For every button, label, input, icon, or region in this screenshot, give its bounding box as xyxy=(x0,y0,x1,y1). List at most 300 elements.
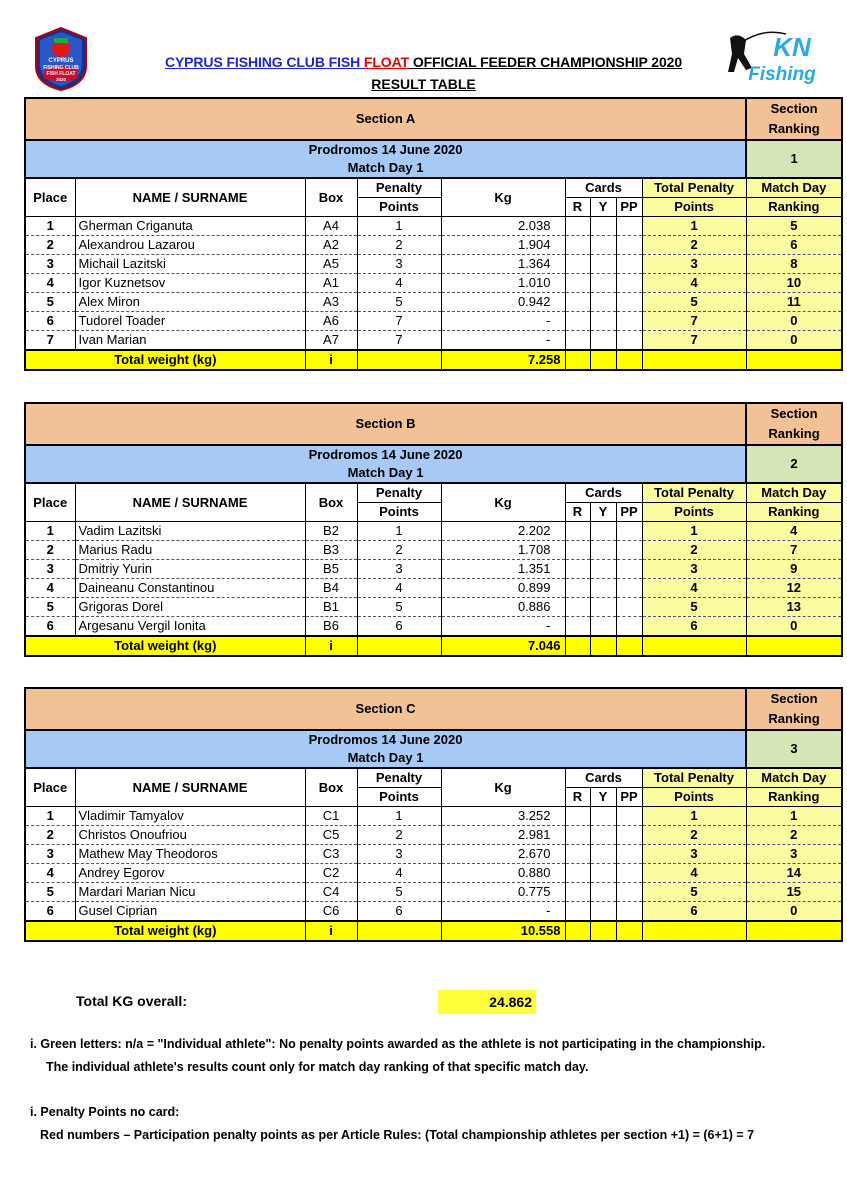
name-cell: Christos Onoufriou xyxy=(75,826,305,845)
match-rank-cell: 4 xyxy=(746,522,842,541)
kg-cell: 1.010 xyxy=(441,274,565,293)
name-cell: Ivan Marian xyxy=(75,331,305,351)
total-empty-cell xyxy=(746,636,842,656)
match-rank-cell: 0 xyxy=(746,312,842,331)
card-r-cell xyxy=(565,598,590,617)
section-title: Section B xyxy=(25,403,746,445)
venue-date: Prodromos 14 June 2020 xyxy=(308,447,463,462)
place-cell: 2 xyxy=(25,236,75,255)
kg-cell: 2.670 xyxy=(441,845,565,864)
table-row xyxy=(25,312,842,331)
section-title: Section C xyxy=(25,688,746,730)
total-kg-value: 24.862 xyxy=(438,990,536,1014)
col-place: Place xyxy=(25,483,75,522)
place-cell: 4 xyxy=(25,579,75,598)
kg-cell: - xyxy=(441,902,565,922)
section-table xyxy=(24,97,827,371)
section-ranking-value: 3 xyxy=(746,730,842,768)
penalty-cell: 1 xyxy=(357,217,441,236)
penalty-cell: 6 xyxy=(357,617,441,637)
card-y-cell xyxy=(590,902,616,922)
card-pp-cell xyxy=(616,807,642,826)
col-total-penalty: Total Penalty xyxy=(642,768,746,788)
col-kg: Kg xyxy=(441,178,565,217)
total-penalty-cell: 5 xyxy=(642,883,746,902)
total-empty-cell xyxy=(616,636,642,656)
penalty-cell: 5 xyxy=(357,598,441,617)
match-day-label: Match Day 1 xyxy=(347,750,424,765)
box-cell: A3 xyxy=(305,293,357,312)
total-penalty-cell: 4 xyxy=(642,274,746,293)
total-penalty-cell: 2 xyxy=(642,236,746,255)
card-pp-cell xyxy=(616,598,642,617)
svg-text:KN: KN xyxy=(773,32,811,62)
card-r-cell xyxy=(565,864,590,883)
col-kg: Kg xyxy=(441,768,565,807)
place-cell: 6 xyxy=(25,617,75,637)
match-day-label: Match Day 1 xyxy=(347,465,424,480)
total-kg: 7.258 xyxy=(441,350,565,370)
card-r-cell xyxy=(565,617,590,637)
name-cell: Vadim Lazitski xyxy=(75,522,305,541)
table-row xyxy=(25,864,842,883)
total-empty-cell xyxy=(616,921,642,941)
match-rank-cell: 9 xyxy=(746,560,842,579)
kg-cell: 2.202 xyxy=(441,522,565,541)
penalty-cell: 2 xyxy=(357,541,441,560)
table-row xyxy=(25,617,842,637)
title-part-1: CYPRUS FISHING CLUB FISH xyxy=(164,54,364,70)
name-cell: Tudorel Toader xyxy=(75,312,305,331)
name-cell: Vladimir Tamyalov xyxy=(75,807,305,826)
title-part-3: OFFICIAL FEEDER CHAMPIONSHIP 2020 xyxy=(409,54,683,70)
table-row xyxy=(25,579,842,598)
total-label: Total weight (kg) xyxy=(25,350,305,370)
place-cell: 3 xyxy=(25,560,75,579)
col-card-y: Y xyxy=(590,503,616,522)
kg-cell: 1.708 xyxy=(441,541,565,560)
match-rank-cell: 5 xyxy=(746,217,842,236)
name-cell: Argesanu Vergil Ionita xyxy=(75,617,305,637)
total-note: i xyxy=(305,636,357,656)
kg-cell: 0.775 xyxy=(441,883,565,902)
col-card-y: Y xyxy=(590,788,616,807)
col-cards: Cards xyxy=(565,178,642,198)
section-title: Section A xyxy=(25,98,746,140)
table-row xyxy=(25,217,842,236)
box-cell: B5 xyxy=(305,560,357,579)
name-cell: Michail Lazitski xyxy=(75,255,305,274)
total-empty-cell xyxy=(590,350,616,370)
place-cell: 3 xyxy=(25,845,75,864)
match-rank-cell: 1 xyxy=(746,807,842,826)
place-cell: 7 xyxy=(25,331,75,351)
match-info xyxy=(25,730,746,768)
title-part-2: FLOAT xyxy=(363,54,410,70)
card-r-cell xyxy=(565,293,590,312)
match-rank-cell: 14 xyxy=(746,864,842,883)
penalty-cell: 4 xyxy=(357,579,441,598)
total-penalty-cell: 6 xyxy=(642,902,746,922)
match-rank-cell: 0 xyxy=(746,331,842,351)
card-r-cell xyxy=(565,522,590,541)
box-cell: A1 xyxy=(305,274,357,293)
penalty-cell: 2 xyxy=(357,236,441,255)
total-penalty-cell: 4 xyxy=(642,579,746,598)
page-title xyxy=(0,54,847,70)
card-r-cell xyxy=(565,541,590,560)
penalty-cell: 7 xyxy=(357,331,441,351)
svg-text:CYPRUS: CYPRUS xyxy=(48,58,74,64)
name-cell: Mathew May Theodoros xyxy=(75,845,305,864)
col-name: NAME / SURNAME xyxy=(75,768,305,807)
name-cell: Mardari Marian Nicu xyxy=(75,883,305,902)
section-table xyxy=(24,687,827,942)
note-line-2: The individual athlete's results count only for match day ranking of that specific match day. xyxy=(46,1060,589,1074)
total-penalty-cell: 1 xyxy=(642,807,746,826)
col-match-day: Match Day xyxy=(746,178,842,198)
place-cell: 4 xyxy=(25,864,75,883)
kg-cell: 0.880 xyxy=(441,864,565,883)
box-cell: C4 xyxy=(305,883,357,902)
col-penalty: Penalty xyxy=(357,178,441,198)
card-pp-cell xyxy=(616,560,642,579)
card-pp-cell xyxy=(616,864,642,883)
table-row xyxy=(25,331,842,351)
col-penalty-sub: Points xyxy=(357,198,441,217)
box-cell: B6 xyxy=(305,617,357,637)
place-cell: 4 xyxy=(25,274,75,293)
table-row xyxy=(25,274,842,293)
card-r-cell xyxy=(565,579,590,598)
place-cell: 2 xyxy=(25,541,75,560)
card-y-cell xyxy=(590,617,616,637)
match-rank-cell: 0 xyxy=(746,617,842,637)
penalty-cell: 3 xyxy=(357,845,441,864)
total-empty-cell xyxy=(642,921,746,941)
svg-text:2020: 2020 xyxy=(55,77,67,82)
card-r-cell xyxy=(565,274,590,293)
col-box: Box xyxy=(305,178,357,217)
box-cell: A4 xyxy=(305,217,357,236)
match-rank-cell: 13 xyxy=(746,598,842,617)
section-ranking-value: 1 xyxy=(746,140,842,178)
card-r-cell xyxy=(565,331,590,351)
place-cell: 2 xyxy=(25,826,75,845)
col-card-r: R xyxy=(565,503,590,522)
col-card-r: R xyxy=(565,788,590,807)
card-r-cell xyxy=(565,560,590,579)
col-box: Box xyxy=(305,483,357,522)
match-info xyxy=(25,140,746,178)
name-cell: Gusel Ciprian xyxy=(75,902,305,922)
table-row xyxy=(25,845,842,864)
place-cell: 6 xyxy=(25,312,75,331)
total-penalty-cell: 3 xyxy=(642,845,746,864)
card-y-cell xyxy=(590,560,616,579)
kg-cell: - xyxy=(441,312,565,331)
name-cell: Dmitriy Yurin xyxy=(75,560,305,579)
total-row xyxy=(25,636,842,656)
match-rank-cell: 15 xyxy=(746,883,842,902)
table-row xyxy=(25,807,842,826)
col-penalty-sub: Points xyxy=(357,503,441,522)
total-empty-cell xyxy=(616,350,642,370)
table-row xyxy=(25,598,842,617)
total-penalty-cell: 2 xyxy=(642,541,746,560)
match-rank-cell: 12 xyxy=(746,579,842,598)
total-empty-cell xyxy=(642,350,746,370)
match-rank-cell: 3 xyxy=(746,845,842,864)
card-pp-cell xyxy=(616,217,642,236)
box-cell: B4 xyxy=(305,579,357,598)
total-penalty-cell: 2 xyxy=(642,826,746,845)
card-pp-cell xyxy=(616,617,642,637)
total-penalty-cell: 3 xyxy=(642,560,746,579)
card-pp-cell xyxy=(616,579,642,598)
name-cell: Daineanu Constantinou xyxy=(75,579,305,598)
col-match-day: Match Day xyxy=(746,768,842,788)
penalty-cell: 4 xyxy=(357,274,441,293)
match-rank-cell: 0 xyxy=(746,902,842,922)
box-cell: B2 xyxy=(305,522,357,541)
result-table xyxy=(24,402,843,657)
total-kg-label: Total KG overall: xyxy=(76,993,187,1009)
col-penalty: Penalty xyxy=(357,483,441,503)
match-day-label: Match Day 1 xyxy=(347,160,424,175)
card-y-cell xyxy=(590,312,616,331)
box-cell: A2 xyxy=(305,236,357,255)
col-total-penalty-sub: Points xyxy=(642,503,746,522)
match-rank-cell: 11 xyxy=(746,293,842,312)
svg-text:FISHING CLUB: FISHING CLUB xyxy=(43,65,79,71)
penalty-cell: 3 xyxy=(357,560,441,579)
box-cell: C5 xyxy=(305,826,357,845)
card-pp-cell xyxy=(616,883,642,902)
card-y-cell xyxy=(590,598,616,617)
name-cell: Marius Radu xyxy=(75,541,305,560)
total-empty-cell xyxy=(642,636,746,656)
card-y-cell xyxy=(590,883,616,902)
card-pp-cell xyxy=(616,541,642,560)
total-empty-cell xyxy=(590,636,616,656)
card-pp-cell xyxy=(616,236,642,255)
total-empty-cell xyxy=(357,350,441,370)
box-cell: B3 xyxy=(305,541,357,560)
total-empty-cell xyxy=(746,921,842,941)
kg-cell: 0.899 xyxy=(441,579,565,598)
col-total-penalty-sub: Points xyxy=(642,198,746,217)
col-cards: Cards xyxy=(565,768,642,788)
card-r-cell xyxy=(565,902,590,922)
place-cell: 5 xyxy=(25,883,75,902)
box-cell: C3 xyxy=(305,845,357,864)
col-cards: Cards xyxy=(565,483,642,503)
section-ranking-header: Section Ranking xyxy=(746,688,842,730)
card-pp-cell xyxy=(616,312,642,331)
col-card-r: R xyxy=(565,198,590,217)
penalty-cell: 6 xyxy=(357,902,441,922)
kg-cell: 1.904 xyxy=(441,236,565,255)
name-cell: Igor Kuznetsov xyxy=(75,274,305,293)
col-name: NAME / SURNAME xyxy=(75,483,305,522)
section-ranking-header: Section Ranking xyxy=(746,98,842,140)
card-r-cell xyxy=(565,845,590,864)
col-match-day-sub: Ranking xyxy=(746,788,842,807)
match-rank-cell: 10 xyxy=(746,274,842,293)
name-cell: Grigoras Dorel xyxy=(75,598,305,617)
table-row xyxy=(25,902,842,922)
card-y-cell xyxy=(590,826,616,845)
col-kg: Kg xyxy=(441,483,565,522)
total-penalty-cell: 7 xyxy=(642,312,746,331)
box-cell: C6 xyxy=(305,902,357,922)
total-penalty-cell: 7 xyxy=(642,331,746,351)
total-empty-cell xyxy=(565,350,590,370)
total-penalty-cell: 4 xyxy=(642,864,746,883)
kg-cell: 2.981 xyxy=(441,826,565,845)
box-cell: A6 xyxy=(305,312,357,331)
place-cell: 5 xyxy=(25,293,75,312)
total-row xyxy=(25,921,842,941)
card-pp-cell xyxy=(616,845,642,864)
card-pp-cell xyxy=(616,902,642,922)
card-y-cell xyxy=(590,522,616,541)
card-y-cell xyxy=(590,255,616,274)
table-row xyxy=(25,541,842,560)
match-rank-cell: 6 xyxy=(746,236,842,255)
kg-cell: 0.942 xyxy=(441,293,565,312)
total-penalty-cell: 3 xyxy=(642,255,746,274)
table-row xyxy=(25,560,842,579)
section-ranking-header: Section Ranking xyxy=(746,403,842,445)
col-match-day-sub: Ranking xyxy=(746,503,842,522)
total-empty-cell xyxy=(565,921,590,941)
total-row xyxy=(25,350,842,370)
kg-cell: 0.886 xyxy=(441,598,565,617)
penalty-cell: 1 xyxy=(357,807,441,826)
kg-cell: - xyxy=(441,617,565,637)
card-pp-cell xyxy=(616,826,642,845)
card-pp-cell xyxy=(616,331,642,351)
name-cell: Alex Miron xyxy=(75,293,305,312)
card-pp-cell xyxy=(616,522,642,541)
col-card-pp: PP xyxy=(616,198,642,217)
kg-cell: 1.364 xyxy=(441,255,565,274)
svg-text:Fishing: Fishing xyxy=(748,64,816,85)
penalty-cell: 5 xyxy=(357,293,441,312)
col-total-penalty-sub: Points xyxy=(642,788,746,807)
place-cell: 3 xyxy=(25,255,75,274)
penalty-cell: 4 xyxy=(357,864,441,883)
kg-cell: 2.038 xyxy=(441,217,565,236)
result-table xyxy=(24,97,843,371)
page-subtitle: RESULT TABLE xyxy=(371,76,476,92)
card-y-cell xyxy=(590,579,616,598)
box-cell: B1 xyxy=(305,598,357,617)
card-y-cell xyxy=(590,293,616,312)
box-cell: A7 xyxy=(305,331,357,351)
total-label: Total weight (kg) xyxy=(25,921,305,941)
card-y-cell xyxy=(590,331,616,351)
box-cell: C2 xyxy=(305,864,357,883)
svg-text:FISH FLOAT: FISH FLOAT xyxy=(46,71,76,77)
total-penalty-cell: 6 xyxy=(642,617,746,637)
col-name: NAME / SURNAME xyxy=(75,178,305,217)
place-cell: 5 xyxy=(25,598,75,617)
match-rank-cell: 8 xyxy=(746,255,842,274)
name-cell: Alexandrou Lazarou xyxy=(75,236,305,255)
card-r-cell xyxy=(565,826,590,845)
card-pp-cell xyxy=(616,293,642,312)
total-penalty-cell: 5 xyxy=(642,293,746,312)
card-y-cell xyxy=(590,217,616,236)
box-cell: C1 xyxy=(305,807,357,826)
col-card-y: Y xyxy=(590,198,616,217)
total-penalty-cell: 1 xyxy=(642,217,746,236)
col-penalty-sub: Points xyxy=(357,788,441,807)
card-y-cell xyxy=(590,236,616,255)
total-empty-cell xyxy=(565,636,590,656)
penalty-cell: 2 xyxy=(357,826,441,845)
col-place: Place xyxy=(25,768,75,807)
kg-cell: 3.252 xyxy=(441,807,565,826)
total-kg: 10.558 xyxy=(441,921,565,941)
total-empty-cell xyxy=(357,921,441,941)
match-info xyxy=(25,445,746,483)
result-table xyxy=(24,687,843,942)
col-place: Place xyxy=(25,178,75,217)
total-penalty-cell: 1 xyxy=(642,522,746,541)
place-cell: 1 xyxy=(25,217,75,236)
table-row xyxy=(25,522,842,541)
penalty-cell: 3 xyxy=(357,255,441,274)
total-empty-cell xyxy=(746,350,842,370)
table-row xyxy=(25,826,842,845)
place-cell: 1 xyxy=(25,522,75,541)
card-y-cell xyxy=(590,864,616,883)
table-row xyxy=(25,236,842,255)
total-label: Total weight (kg) xyxy=(25,636,305,656)
note-line-1: i. Green letters: n/a = "Individual athlete": No penalty points awarded as the athlete is not participating in the championship. xyxy=(30,1037,766,1051)
table-row xyxy=(25,293,842,312)
col-total-penalty: Total Penalty xyxy=(642,483,746,503)
card-y-cell xyxy=(590,274,616,293)
total-note: i xyxy=(305,921,357,941)
card-y-cell xyxy=(590,541,616,560)
total-empty-cell xyxy=(357,636,441,656)
card-pp-cell xyxy=(616,274,642,293)
place-cell: 1 xyxy=(25,807,75,826)
kg-cell: - xyxy=(441,331,565,351)
card-pp-cell xyxy=(616,255,642,274)
total-penalty-cell: 5 xyxy=(642,598,746,617)
penalty-cell: 7 xyxy=(357,312,441,331)
card-r-cell xyxy=(565,883,590,902)
note-line-3: i. Penalty Points no card: xyxy=(30,1105,180,1119)
table-row xyxy=(25,883,842,902)
card-r-cell xyxy=(565,312,590,331)
card-r-cell xyxy=(565,255,590,274)
total-note: i xyxy=(305,350,357,370)
penalty-cell: 5 xyxy=(357,883,441,902)
col-total-penalty: Total Penalty xyxy=(642,178,746,198)
col-box: Box xyxy=(305,768,357,807)
total-kg: 7.046 xyxy=(441,636,565,656)
col-match-day: Match Day xyxy=(746,483,842,503)
col-penalty: Penalty xyxy=(357,768,441,788)
col-card-pp: PP xyxy=(616,788,642,807)
